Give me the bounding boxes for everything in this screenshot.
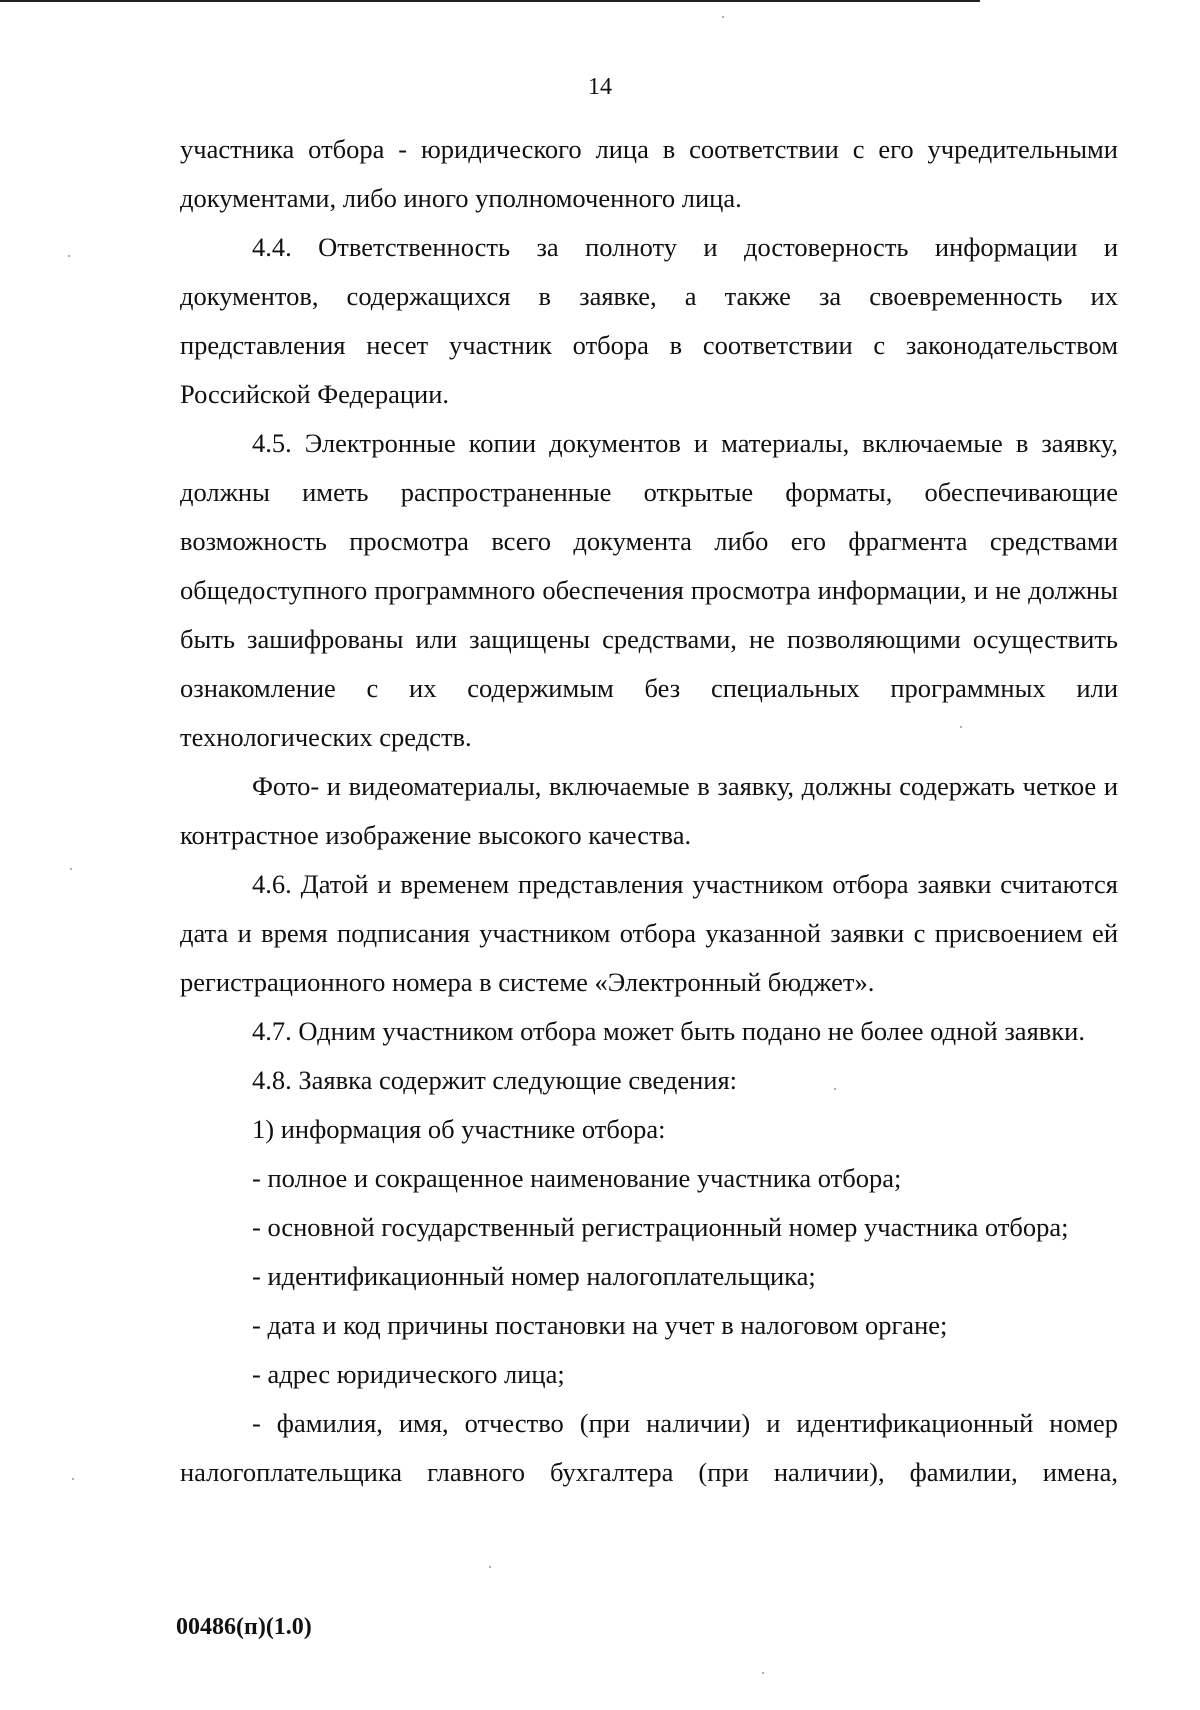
list-item-kpp: - дата и код причины постановки на учет в налоговом органе;	[252, 1310, 948, 1340]
scan-speck	[722, 16, 724, 18]
list-item-accountant: - фамилия, имя, отчество (при наличии) и идентификационный номер налогоплательщика главного бухгалтера (при наличии), фамилии, имена,	[180, 1408, 1118, 1487]
list-item-1: 1) информация об участнике отбора:	[252, 1114, 666, 1144]
scan-speck	[70, 868, 72, 870]
scan-speck	[72, 1478, 74, 1480]
list-item-inn: - идентификационный номер налогоплательщика;	[252, 1261, 816, 1291]
list-item-ogrn: - основной государственный регистрационный номер участника отбора;	[252, 1212, 1069, 1242]
paragraph-4-5: 4.5. Электронные копии документов и материалы, включаемые в заявку, должны иметь распространенные открытые форматы, обеспечивающие возможность просмотра всего документа либо его фрагмента средствами общедоступного программного обеспечения просмотра информации, и не должны быть зашифрованы или защищены средствами, не позволяющими осуществить ознакомление с их содержимым без специальных программных или технологических средств.	[180, 428, 1118, 752]
paragraph-photo-video: Фото- и видеоматериалы, включаемые в заявку, должны содержать четкое и контрастное изображение высокого качества.	[180, 771, 1118, 850]
document-code: 00486(п)(1.0)	[176, 1614, 312, 1640]
paragraph-4-4: 4.4. Ответственность за полноту и достоверность информации и документов, содержащихся в заявке, а также за своевременность их представления несет участник отбора в соответствии с законодательством Российской Федерации.	[180, 232, 1118, 409]
scan-speck	[489, 1566, 491, 1568]
scan-edge-line	[0, 0, 980, 2]
paragraph-4-8: 4.8. Заявка содержит следующие сведения:	[252, 1065, 738, 1095]
list-item-name: - полное и сокращенное наименование участника отбора;	[252, 1163, 902, 1193]
list-item-address: - адрес юридического лица;	[252, 1359, 565, 1389]
scan-speck	[762, 1672, 764, 1674]
scan-speck	[68, 255, 70, 257]
document-body	[180, 125, 1118, 1497]
paragraph-4-7: 4.7. Одним участником отбора может быть подано не более одной заявки.	[252, 1016, 1085, 1046]
paragraph-4-6: 4.6. Датой и временем представления участником отбора заявки считаются дата и время подписания участником отбора указанной заявки с присвоением ей регистрационного номера в системе «Электронный бюджет».	[180, 869, 1118, 997]
page-number: 14	[588, 74, 612, 100]
scan-speck	[834, 1088, 836, 1090]
scan-speck	[960, 726, 962, 728]
paragraph: участника отбора - юридического лица в соответствии с его учредительными документами, либо иного уполномоченного лица.	[180, 134, 1118, 213]
